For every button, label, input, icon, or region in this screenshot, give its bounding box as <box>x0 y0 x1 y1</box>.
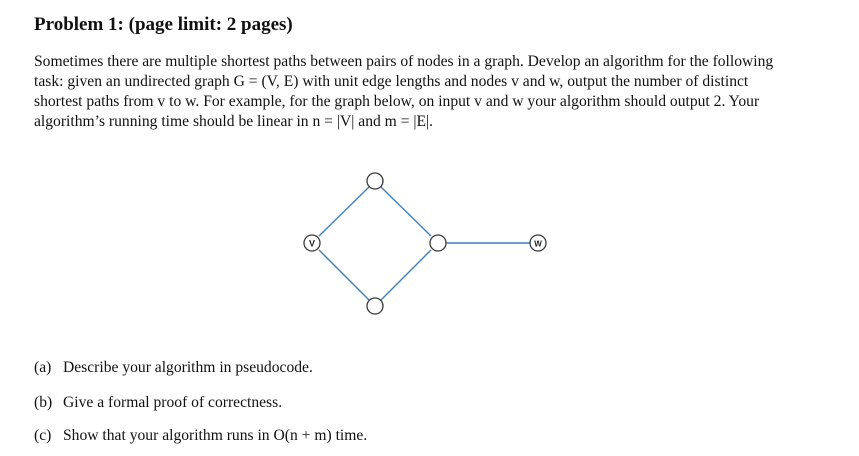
statement-line-3: shortest paths from v to w. For example, for the graph below, on input v and w your algorithm should output 2. Your <box>34 93 760 110</box>
node-top <box>367 173 383 189</box>
part-b <box>34 394 282 412</box>
part-a-label: (a) <box>34 359 52 376</box>
part-a <box>34 359 313 377</box>
part-c-text: Show that your algorithm runs in O(n + m) time. <box>63 427 368 444</box>
edge-v-top <box>319 187 369 236</box>
edge-v-bottom <box>319 250 369 300</box>
node-bottom <box>367 298 383 314</box>
part-a-text: Describe your algorithm in pseudocode. <box>63 359 313 376</box>
statement-line-2: task: given an undirected graph G = (V, E) with unit edge lengths and nodes v and w, output the number of distinct <box>34 73 749 90</box>
part-b-label: (b) <box>34 394 53 411</box>
node-v-label: V <box>308 238 316 249</box>
node-w-label: W <box>534 239 542 249</box>
part-b-text: Give a formal proof of correctness. <box>63 394 283 411</box>
part-c-label: (c) <box>34 427 52 444</box>
edge-top-mid <box>381 187 431 236</box>
part-c <box>34 427 367 445</box>
node-mid <box>430 235 446 251</box>
problem-title: Problem 1: (page limit: 2 pages) <box>34 14 293 35</box>
statement-line-4: algorithm’s running time should be linear in n = |V| and m = |E|. <box>34 113 434 130</box>
edge-bottom-mid <box>381 250 431 300</box>
statement-line-1: Sometimes there are multiple shortest paths between pairs of nodes in a graph. Develop an algorithm for the following <box>34 53 774 70</box>
